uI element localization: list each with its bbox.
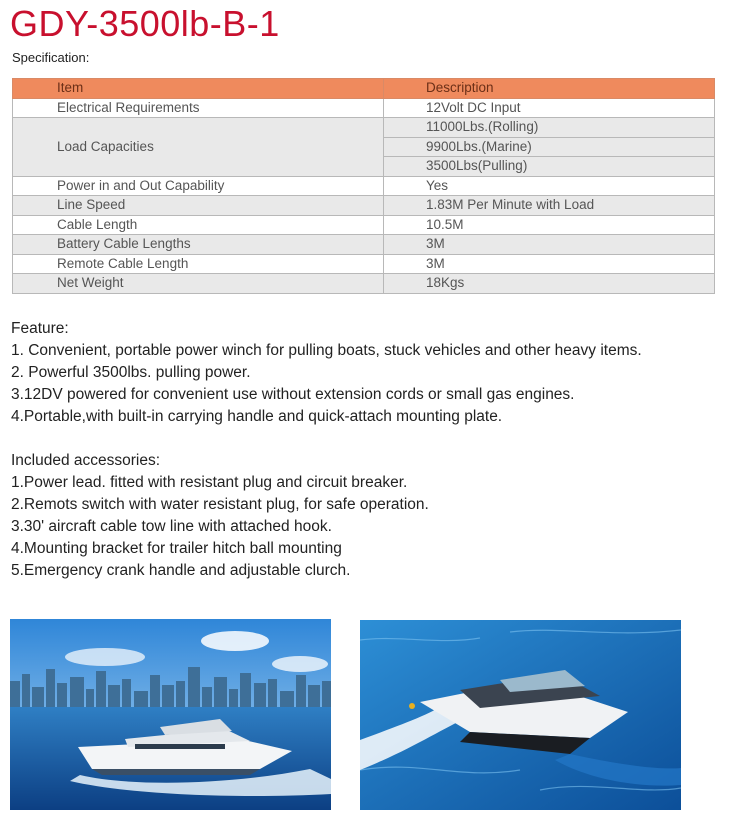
speedboat-image [360,620,681,810]
cell-description: 12Volt DC Input [384,98,715,118]
cell-item: Electrical Requirements [13,98,384,118]
cell-description: 18Kgs [384,274,715,294]
table-row [13,98,715,118]
feature-section [11,318,642,428]
cell-description: Yes [384,176,715,196]
yacht-city-image [10,619,331,810]
feature-heading: Feature: [11,320,69,337]
accessory-item: 2.Remots switch with water resistant plug, for safe operation. [11,496,429,513]
cell-description: 3500Lbs(Pulling) [384,157,715,177]
accessory-item: 1.Power lead. fitted with resistant plug and circuit breaker. [11,474,408,491]
feature-item: 3.12DV powered for convenient use without extension cords or small gas engines. [11,386,575,403]
table-row [13,274,715,294]
header-item: Item [13,79,384,99]
cell-item: Remote Cable Length [13,254,384,274]
cell-description: 11000Lbs.(Rolling) [384,118,715,138]
cell-item: Load Capacities [13,118,384,177]
cell-item: Net Weight [13,274,384,294]
cell-description: 10.5M [384,215,715,235]
cell-description: 1.83M Per Minute with Load [384,196,715,216]
accessory-item: 5.Emergency crank handle and adjustable clurch. [11,562,351,579]
cell-item: Line Speed [13,196,384,216]
table-row [13,196,715,216]
specification-table [12,78,715,294]
accessories-heading: Included accessories: [11,452,161,469]
feature-item: 4.Portable,with built-in carrying handle and quick-attach mounting plate. [11,408,503,425]
feature-item: 2. Powerful 3500lbs. pulling power. [11,364,251,381]
cell-description: 3M [384,235,715,255]
accessory-item: 3.30' aircraft cable tow line with attached hook. [11,518,332,535]
table-header-row [13,79,715,99]
cell-description: 9900Lbs.(Marine) [384,137,715,157]
table-row [13,118,715,138]
product-title: GDY-3500lb-B-1 [10,3,280,44]
table-row [13,176,715,196]
table-row [13,235,715,255]
cell-item: Battery Cable Lengths [13,235,384,255]
table-row [13,215,715,235]
accessories-section [11,450,429,582]
cell-item: Cable Length [13,215,384,235]
table-row [13,254,715,274]
header-description: Description [384,79,715,99]
feature-item: 1. Convenient, portable power winch for pulling boats, stuck vehicles and other heavy items. [11,342,642,359]
specification-label: Specification: [12,50,90,65]
cell-item: Power in and Out Capability [13,176,384,196]
cell-description: 3M [384,254,715,274]
accessory-item: 4.Mounting bracket for trailer hitch ball mounting [11,540,342,557]
